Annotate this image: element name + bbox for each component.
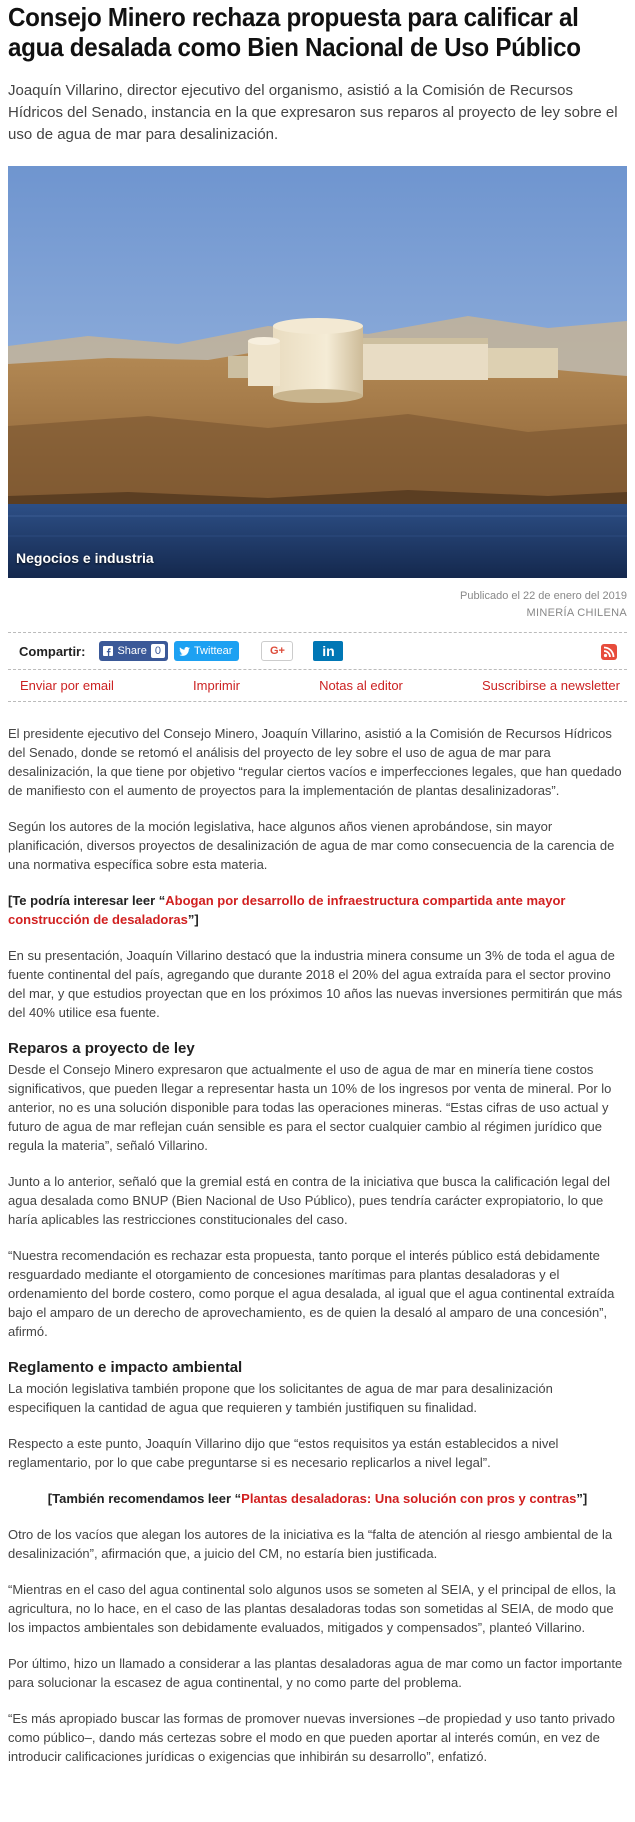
body-paragraph: Desde el Consejo Minero expresaron que actualmente el uso de agua de mar en minería tiene costos significativos, que pueden llegar a representar hasta un 10% de los ingresos por venta de mineral. Por lo anterior, no es una solución disponible para todas las operaciones mineras. “Estas cifras de uso actual y futuro de agua de mar reflejan cuán sensible es para el sector cualquier cambio al régimen jurídico que regula la materia”, señaló Villarino. — [8, 1062, 612, 1153]
section-heading: Reparos a proyecto de ley — [8, 1040, 195, 1057]
rss-icon[interactable] — [601, 644, 617, 660]
image-caption: Negocios e industria — [16, 550, 154, 566]
email-link[interactable]: Enviar por email — [20, 678, 114, 693]
related-suffix: ”] — [187, 912, 199, 927]
related-article-link[interactable]: Plantas desaladoras: Una solución con pros y contras — [241, 1491, 577, 1506]
newsletter-link[interactable]: Suscribirse a newsletter — [481, 678, 620, 693]
related-prefix: [Te podría interesar leer “ — [8, 893, 166, 908]
article-source: MINERÍA CHILENA — [526, 607, 627, 619]
section-heading: Reglamento e impacto ambiental — [8, 1359, 243, 1376]
publish-date: Publicado el 22 de enero del 2019 — [460, 590, 627, 602]
print-link[interactable]: Imprimir — [193, 678, 240, 693]
body-paragraph: “Nuestra recomendación es rechazar esta propuesta, tanto porque el interés público está debidamente resguardado mediante el otorgamiento de concesiones marítimas para plantas desaladoras y el ordenamiento del borde costero, como porque el agua desalada, al igual que el agua continental extraída bajo el amparo de un derecho de aprovechamiento, es de quien la desaló al amparo de una concesión”, afirmó. — [8, 1248, 615, 1339]
related-article-1 — [8, 891, 627, 929]
desalination-plant-photo — [8, 166, 627, 578]
body-paragraph: Respecto a este punto, Joaquín Villarino dijo que “estos requisitos ya están establecidos a nivel reglamentario, por lo que cabe preguntarse si es necesario replicarlos a nivel legal”. — [8, 1436, 559, 1470]
publication-info — [8, 588, 627, 622]
article-body — [8, 724, 627, 1766]
article-hero-image — [8, 166, 627, 578]
linkedin-share-button[interactable]: in — [313, 641, 343, 661]
facebook-share-button[interactable] — [99, 641, 167, 661]
related-article-link[interactable]: Abogan por desarrollo de infraestructura compartida ante mayor construcción de desaladoras — [8, 893, 566, 927]
body-paragraph: “Mientras en el caso del agua continental solo algunos usos se someten al SEIA, y el principal de ellos, la agricultura, no lo hace, en el caso de las plantas desaladoras todas son sometidas al SEIA, de modo que los impactos ambientales son debidamente evaluados, mitigados y compensados”, planteó Villarino. — [8, 1582, 616, 1635]
article-lead: Joaquín Villarino, director ejecutivo del organismo, asistió a la Comisión de Recursos Hídricos del Senado, instancia en la que expresaron sus reparos al proyecto de ley sobre el uso de agua de mar para desalinización. — [8, 82, 618, 143]
body-paragraph: Otro de los vacíos que alegan los autores de la iniciativa es la “falta de atención al riesgo ambiental de la desalinización”, afirmación que, a juicio del CM, no estaría bien justificada. — [8, 1527, 613, 1561]
rss-feed-icon — [601, 644, 617, 660]
google-plus-share-button[interactable]: G+ — [261, 641, 293, 661]
related-prefix: [También recomendamos leer “ — [47, 1491, 242, 1506]
twitter-share-button[interactable] — [174, 641, 240, 661]
body-paragraph: La moción legislativa también propone que los solicitantes de agua de mar para desalinización especifiquen la cantidad de agua que requieren y también justifiquen su finalidad. — [8, 1381, 553, 1415]
body-paragraph: Por último, hizo un llamado a considerar a las plantas desaladoras agua de mar como un factor importante para solucionar la escasez de agua continental, y no como parte del problema. — [8, 1656, 623, 1690]
body-paragraph: El presidente ejecutivo del Consejo Minero, Joaquín Villarino, asistió a la Comisión de Recursos Hídricos del Senado, donde se retomó el análisis del proyecto de ley sobre el uso de agua de mar para desalinización, la que tiene por objetivo “regular ciertos vacíos e imperfecciones legales, que han quedado de manifiesto con el aumento de proyectos para la implementación de plantas desalinizadoras”. — [8, 726, 622, 798]
body-paragraph: En su presentación, Joaquín Villarino destacó que la industria minera consume un 3% de toda el agua de fuente continental del país, agregando que durante 2018 el 20% del agua extraída para el sector provino del mar, y que estudios proyectan que en los próximos 10 años las nuevas inversiones permitirán que más del 40% utilice esa fuente. — [8, 948, 623, 1020]
body-paragraph: “Es más apropiado buscar las formas de promover nuevas inversiones –de propiedad y uso tanto privado como público–, dando más certezas sobre el modo en que pueden aportar al interés común, en vez de introducir calificaciones jurídicas o exigencias que inhibirán su desarrollo”, enfatizó. — [8, 1711, 616, 1764]
twitter-icon — [179, 647, 190, 656]
facebook-icon — [103, 646, 113, 656]
share-bar — [8, 632, 627, 670]
article-title: Consejo Minero rechaza propuesta para calificar al agua desalada como Bien Nacional de Uso Público — [8, 2, 581, 62]
body-paragraph: Según los autores de la moción legislativa, hace algunos años vienen aprobándose, sin mayor planificación, diversos proyectos de desalinización de agua de mar como consecuencia de la carencia de una normativa específica sobre esta materia. — [8, 819, 615, 872]
article-actions — [8, 670, 627, 702]
related-article-2 — [8, 1489, 627, 1508]
share-label: Compartir: — [19, 643, 86, 659]
related-suffix: ”] — [576, 1491, 588, 1506]
facebook-share-count: 0 — [151, 644, 165, 658]
facebook-share-label: Share — [117, 645, 147, 657]
twitter-share-label: Twittear — [193, 645, 233, 657]
editor-notes-link[interactable]: Notas al editor — [319, 678, 403, 693]
body-paragraph: Junto a lo anterior, señaló que la gremial está en contra de la iniciativa que busca la calificación legal del agua desalada como BNUP (Bien Nacional de Uso Público), pues tendría carácter expropiatorio, lo que haría aplicables las restricciones constitucionales del caso. — [8, 1174, 610, 1227]
